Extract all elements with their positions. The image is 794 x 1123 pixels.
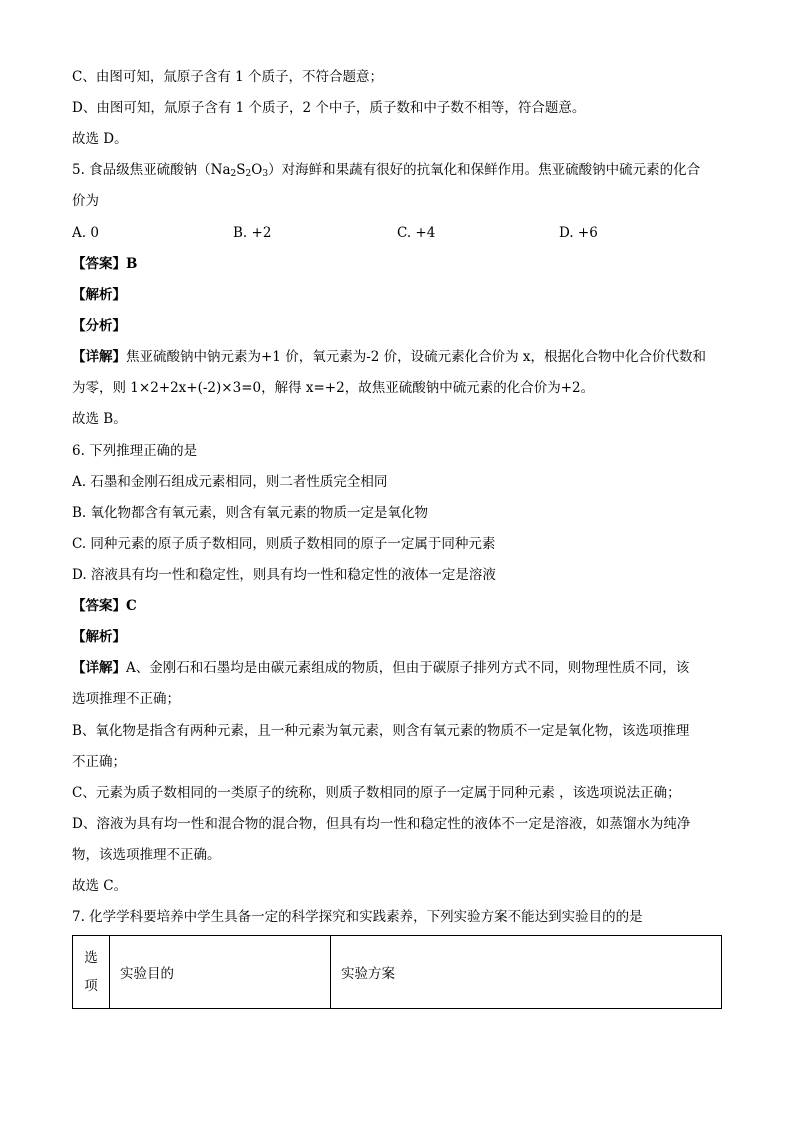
q6-detail-b1: B、氧化物是指含有两种元素，且一种元素为氧元素，则含有氧元素的物质不一定是氧化物，该选项推理 — [72, 723, 690, 739]
line-c-tritium: C、由图可知，氚原子含有 1 个质子，不符合题意； — [72, 69, 384, 85]
line-d-tritium: D、由图可知，氚原子含有 1 个质子，2 个中子，质子数和中子数不相等，符合题意。 — [72, 100, 586, 116]
q7-table-header-row — [73, 936, 722, 1009]
q6-detail-d2: 物，该选项推理不正确。 — [72, 847, 221, 863]
q5-detail-1: 【详解】焦亚硫酸钠中钠元素为+1 价，氧元素为-2 价，设硫元素化合价为 x，根据化合物中化合价代数和 — [72, 349, 707, 365]
q6-option-b: B. 氧化物都含有氧元素，则含有氧元素的物质一定是氧化物 — [72, 505, 429, 521]
q6-detail-c: C、元素为质子数相同的一类原子的统称，则质子数相同的原子一定属于同种元素 ，该选项说法正确； — [72, 785, 681, 801]
q5-analysis: 【解析】 — [72, 287, 126, 303]
q6-answer: 【答案】C — [72, 598, 137, 614]
q6-stem: 6. 下列推理正确的是 — [72, 443, 198, 459]
q6-detail-a1: 【详解】A、金刚石和石墨均是由碳元素组成的物质，但由于碳原子排列方式不同，则物理性质不同，该 — [72, 660, 690, 676]
q5-conclusion: 故选 B。 — [72, 411, 127, 427]
q5-stem-cont: 价为 — [72, 193, 99, 209]
q5-option-c: C. +4 — [397, 225, 436, 241]
q5-stem: 5. 食品级焦亚硫酸钠$(Na_2S_2O_3)$对海鲜和果蔬有很好的抗氧化和保鲜作用。焦亚硫酸钠中硫元素的化合 — [72, 162, 701, 179]
q6-analysis: 【解析】 — [72, 629, 126, 645]
line-choose-d: 故选 D。 — [72, 131, 128, 147]
q7-header-plan: 实验方案 — [331, 936, 722, 1009]
q5-detail-2: 为零，则 1×2+2x+(-2)×3=0，解得 x=+2，故焦亚硫酸钠中硫元素的化合价为+2。 — [72, 380, 595, 396]
q7-header-option: 选 项 — [73, 936, 110, 1009]
q6-conclusion: 故选 C。 — [72, 878, 128, 894]
q6-detail-b2: 不正确； — [72, 754, 126, 770]
q5-option-b: B. +2 — [233, 225, 272, 241]
q5-option-a: A. 0 — [72, 225, 99, 241]
q6-option-c: C. 同种元素的原子质子数相同，则质子数相同的原子一定属于同种元素 — [72, 536, 496, 552]
q6-detail-a2: 选项推理不正确； — [72, 691, 180, 707]
q6-option-a: A. 石墨和金刚石组成元素相同，则二者性质完全相同 — [72, 474, 388, 490]
q7-header-purpose: 实验目的 — [110, 936, 331, 1009]
q5-answer: 【答案】B — [72, 256, 138, 272]
q5-option-d: D. +6 — [559, 225, 598, 241]
q7-table — [72, 935, 722, 1009]
q5-fenxi: 【分析】 — [72, 318, 126, 334]
q6-detail-d1: D、溶液为具有均一性和混合物的混合物，但具有均一性和稳定性的液体不一定是溶液，如蒸馏水为纯净 — [72, 816, 691, 832]
q7-stem: 7. 化学学科要培养中学生具备一定的科学探究和实践素养，下列实验方案不能达到实验目的的是 — [72, 909, 643, 925]
q6-option-d: D. 溶液具有均一性和稳定性，则具有均一性和稳定性的液体一定是溶液 — [72, 567, 496, 583]
